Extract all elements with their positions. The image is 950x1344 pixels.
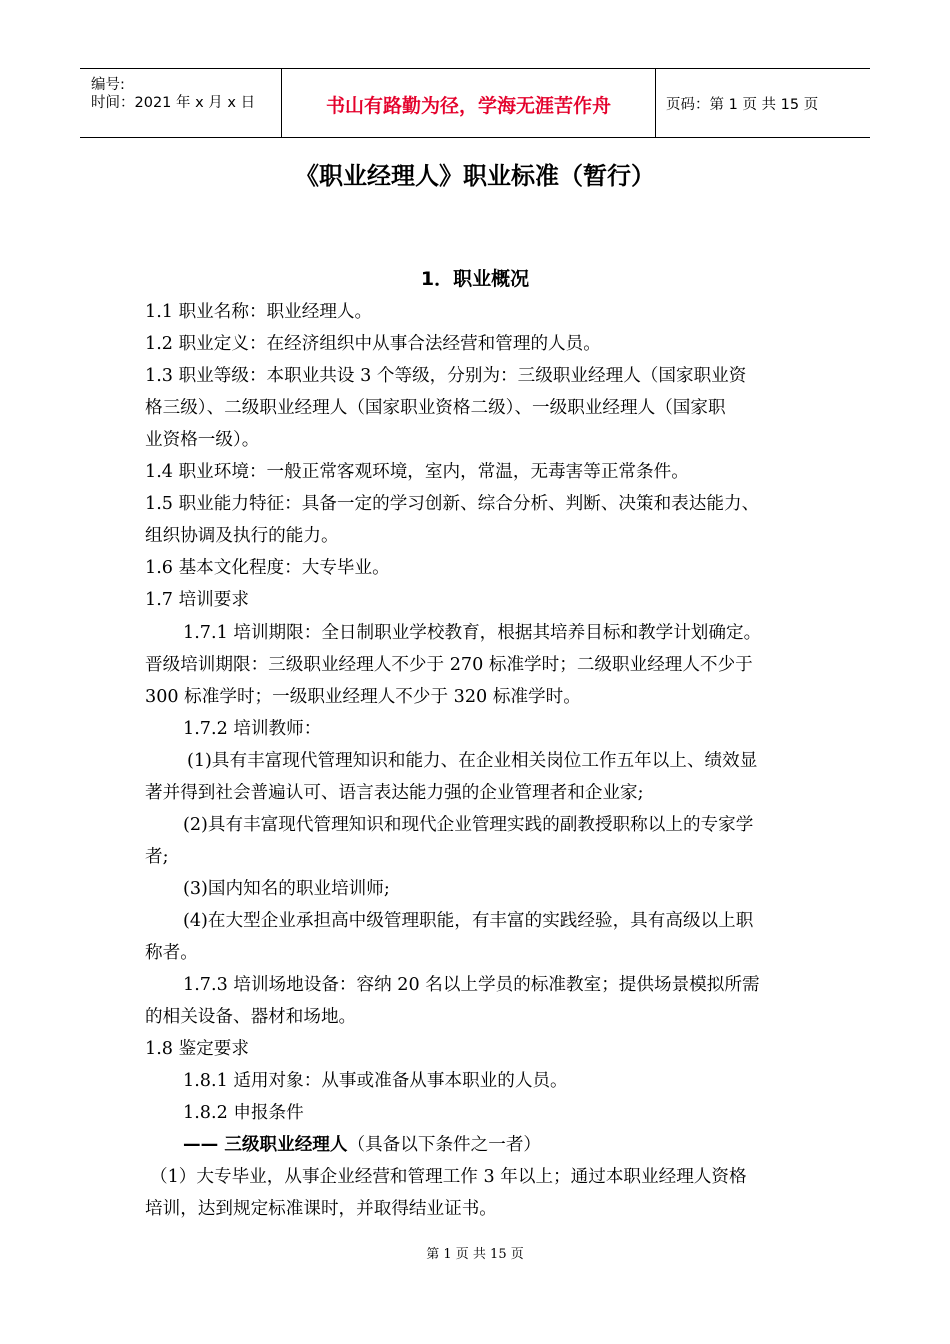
paragraph-line: （1）大专毕业，从事企业经营和管理工作 3 年以上；通过本职业经理人资格 xyxy=(150,1167,747,1187)
paragraph-line: (4)在大型企业承担高中级管理职能，有丰富的实践经验，具有高级以上职 xyxy=(183,911,754,931)
paragraph-line: 300 标准学时；一级职业经理人不少于 320 标准学时。 xyxy=(145,687,581,707)
header-page-info: 页码：第 1 页 共 15 页 xyxy=(666,97,819,113)
paragraph-line: 培训，达到规定标准课时，并取得结业证书。 xyxy=(145,1199,497,1219)
document-title: 《职业经理人》职业标准（暂行） xyxy=(295,162,655,190)
paragraph-line xyxy=(183,1133,541,1157)
paragraph-line: 者; xyxy=(145,847,169,867)
header-meta-cell xyxy=(80,69,281,137)
paragraph-line: 业资格一级）。 xyxy=(145,430,260,450)
paragraph-line: 1.3 职业等级：本职业共设 3 个等级，分别为：三级职业经理人（国家职业资 xyxy=(145,366,747,386)
paragraph-line: 格三级）、二级职业经理人（国家职业资格二级）、一级职业经理人（国家职 xyxy=(145,398,726,418)
header-motto: 书山有路勤为径，学海无涯苦作舟 xyxy=(325,95,611,117)
paragraph-line: 著并得到社会普遍认可、语言表达能力强的企业管理者和企业家; xyxy=(145,783,644,803)
document-number-label: 编号: xyxy=(91,77,125,93)
level-heading-note: （具备以下条件之一者） xyxy=(347,1135,542,1155)
paragraph-line: 1.6 基本文化程度：大专毕业。 xyxy=(145,558,390,578)
header-page-cell xyxy=(656,69,870,137)
paragraph-line: (2)具有丰富现代管理知识和现代企业管理实践的副教授职称以上的专家学 xyxy=(183,815,754,835)
paragraph-line: 1.8.1 适用对象：从事或准备从事本职业的人员。 xyxy=(183,1071,568,1091)
paragraph-line: 1.1 职业名称：职业经理人。 xyxy=(145,302,373,322)
paragraph-line: 1.7.2 培训教师： xyxy=(183,719,322,739)
section-title: 1．职业概况 xyxy=(420,268,530,290)
paragraph-line: (1)具有丰富现代管理知识和能力、在企业相关岗位工作五年以上、绩效显 xyxy=(187,751,758,771)
header-motto-cell xyxy=(281,69,656,137)
paragraph-line: 1.7 培训要求 xyxy=(145,590,249,610)
paragraph-line: 1.7.1 培训期限：全日制职业学校教育，根据其培养目标和教学计划确定。 xyxy=(183,623,762,643)
paragraph-line: 1.8 鉴定要求 xyxy=(145,1039,249,1059)
paragraph-line: 晋级培训期限：三级职业经理人不少于 270 标准学时；二级职业经理人不少于 xyxy=(145,655,753,675)
paragraph-line: 1.7.3 培训场地设备：容纳 20 名以上学员的标准教室；提供场景模拟所需 xyxy=(183,975,760,995)
paragraph-line: 称者。 xyxy=(145,943,198,963)
paragraph-line: 1.2 职业定义：在经济组织中从事合法经营和管理的人员。 xyxy=(145,334,601,354)
page-footer: 第 1 页 共 15 页 xyxy=(426,1247,524,1262)
paragraph-line: 1.5 职业能力特征：具备一定的学习创新、综合分析、判断、决策和表达能力、 xyxy=(145,494,760,514)
document-date: 时间：2021 年 x 月 x 日 xyxy=(91,95,256,111)
paragraph-line: 1.8.2 申报条件 xyxy=(183,1103,304,1123)
paragraph-line: 的相关设备、器材和场地。 xyxy=(145,1007,357,1027)
paragraph-line: 组织协调及执行的能力。 xyxy=(145,526,339,546)
header-table xyxy=(80,68,870,138)
level-heading: —— 三级职业经理人 xyxy=(183,1135,348,1155)
paragraph-line: (3)国内知名的职业培训师; xyxy=(183,879,390,899)
paragraph-line: 1.4 职业环境：一般正常客观环境，室内，常温，无毒害等正常条件。 xyxy=(145,462,689,482)
